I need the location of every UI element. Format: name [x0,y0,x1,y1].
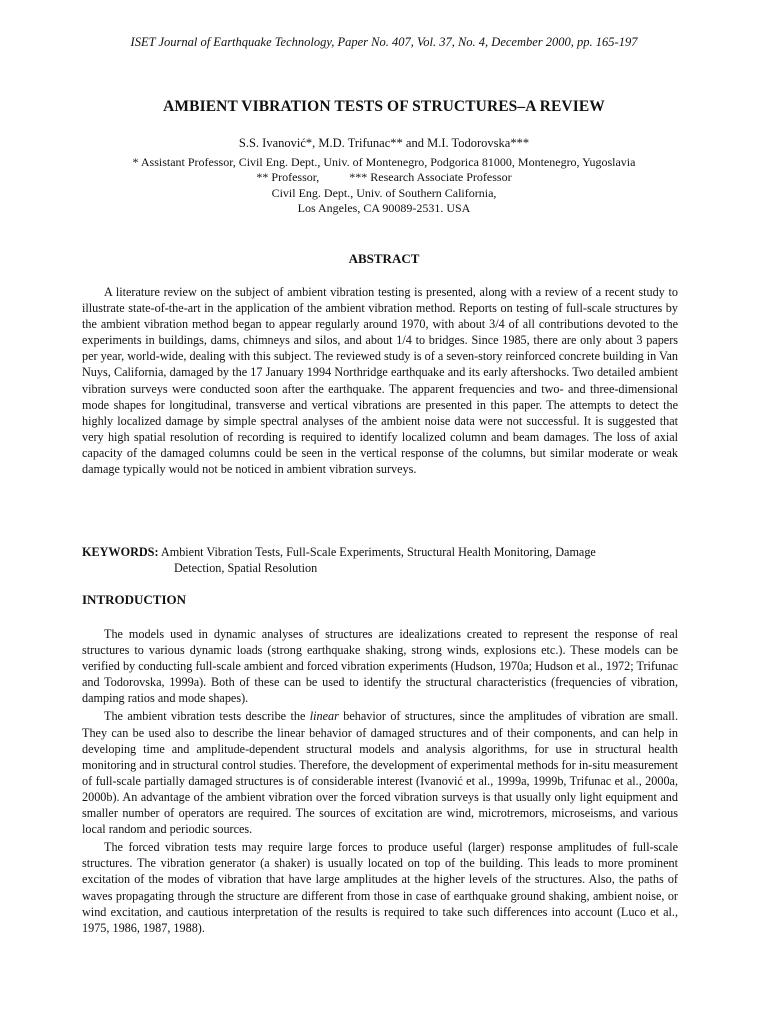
author-block [0,136,768,217]
abstract-heading: ABSTRACT [348,251,420,266]
introduction-body [82,626,678,938]
keywords-line [82,544,678,560]
paper-title: AMBIENT VIBRATION TESTS OF STRUCTURES–A REVIEW [163,98,605,115]
author-list: S.S. Ivanović*, M.D. Trifunac** and M.I. Todorovska*** [238,136,530,150]
intro-p2-italic: linear [309,709,339,724]
affiliation-line: * Assistant Professor, Civil Eng. Dept., Univ. of Montenegro, Podgorica 81000, Montenegro, Yugoslavia [132,154,636,169]
affiliation-line: ** Professor, *** Research Associate Professor [256,170,512,184]
affiliation-line: Civil Eng. Dept., Univ. of Southern California, [271,185,497,200]
intro-paragraph-2 [82,708,678,837]
intro-p2-rest: behavior of structures, since the amplitudes of vibration are small. They can be used also to describe the linear behavior of damaged structures and of their components, and can help in developing time and amplitude-dependent structural models and analysis algorithms, for use in structural health monitoring and in structural control studies. Therefore, the development of experimental methods for in-situ measurement of full-scale partially damaged structures is of considerable interest (Ivanović et al., 1999a, 1999b, Trifunac et al., 2000a, 2000b). An advantage of the ambient vibration over the forced vibration surveys is that usually only light equipment and smaller number of operators are required. The sources of excitation are wind, microtremors, microseisms, and various local random and periodic sources. [82,709,678,837]
intro-p2-start: The ambient vibration tests describe the [104,709,310,724]
keywords-continuation: Detection, Spatial Resolution [174,561,318,576]
keywords-text: Ambient Vibration Tests, Full-Scale Experiments, Structural Health Monitoring, Damage [160,545,596,559]
affiliation-line: Los Angeles, CA 90089-2531. USA [297,201,471,215]
intro-paragraph-1: The models used in dynamic analyses of structures are idealizations created to represent the response of real structures to various dynamic loads (strong earthquake shaking, strong winds, explosions etc.). These models can be verified by conducting full-scale ambient and forced vibration experiments (Hudson, 1970a; Hudson et al., 1972; Trifunac and Todorovska, 1999a). Both of these can be used to identify the structural characteristics (frequencies of vibration, damping ratios and mode shapes). [82,627,678,706]
introduction-heading: INTRODUCTION [82,592,187,607]
keywords-label: KEYWORDS: [82,545,159,559]
abstract-text [82,284,678,477]
abstract-paragraph: A literature review on the subject of ambient vibration testing is presented, along with a review of a recent study to illustrate state-of-the-art in the application of the ambient vibration method. Reports on testing of full-scale structures by the ambient vibration method began to appear regularly around 1970, with about 3/4 of all contributions devoted to the experiments in buildings, dams, chimneys and silos, and about 1/4 to bridges. Since 1985, there are only about 3 papers per year, world-wide, dealing with this subject. The reviewed study is of a seven-story reinforced concrete building in Van Nuys, California, damaged by the 17 January 1994 Northridge earthquake and its early aftershocks. Two detailed ambient vibration surveys were conducted soon after the earthquake. The apparent frequencies and two- and three-dimensional mode shapes for longitudinal, transverse and vertical vibrations are presented in this paper. The attempts to detect the highly localized damage by simple spectral analyses of the ambient noise data were not successful. It is suggested that very high spatial resolution of recording is required to identify localized column and beam damages. The loss of axial capacity of the damaged columns could be seen in the vertical response of the columns, but similar moderate or weak damage typically would not be noticed in ambient vibration surveys. [82,285,678,477]
intro-paragraph-3: The forced vibration tests may require large forces to produce useful (larger) response amplitudes of full-scale structures. The vibration generator (a shaker) is usually located on top of the building. This leads to more prominent excitation of the modes of vibration that have large amplitudes at the higher levels of the structures. Also, the paths of waves propagating through the structure are different from those in case of earthquake ground shaking, ambient noise, or wind excitation, and cautious interpretation of the results is required to take such differences into account (Luco et al., 1975, 1986, 1987, 1988). [82,840,678,935]
keywords-block [82,544,678,576]
journal-header: ISET Journal of Earthquake Technology, Paper No. 407, Vol. 37, No. 4, December 2000, pp. 165-197 [130,35,638,49]
